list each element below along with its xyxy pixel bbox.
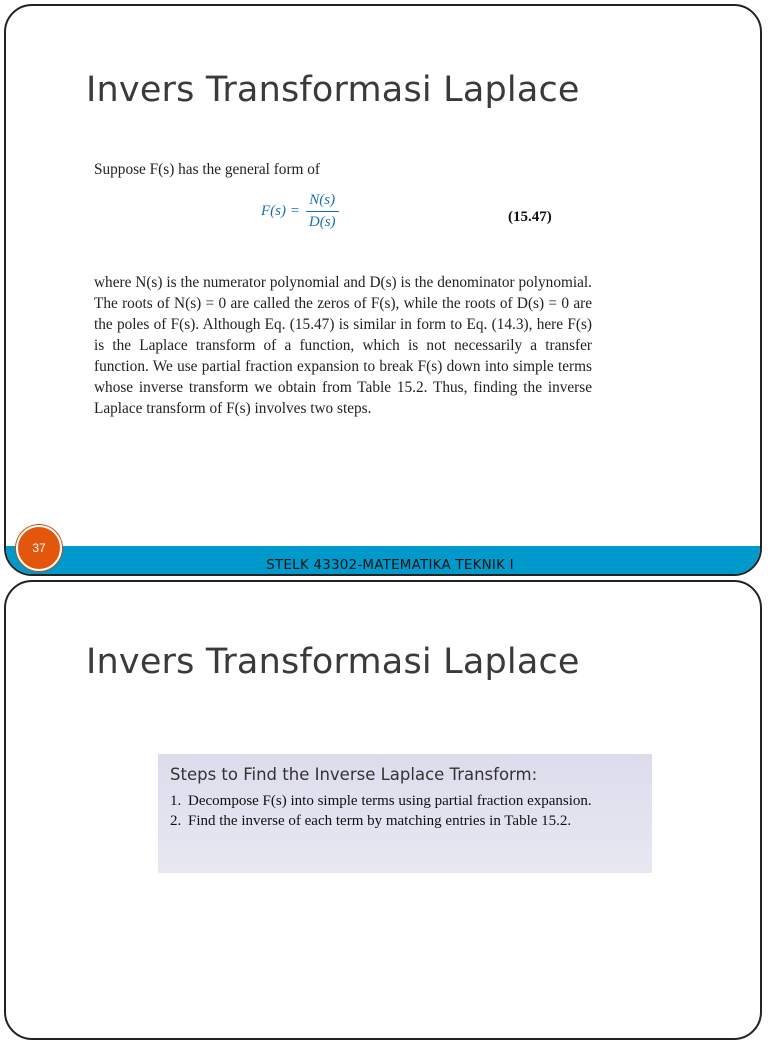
intro-text: Suppose F(s) has the general form of: [94, 161, 321, 178]
equation-lhs: F(s) =: [261, 203, 300, 219]
equation-denominator: D(s): [306, 211, 339, 231]
step-number: 1.: [170, 793, 182, 809]
equation-fraction: [306, 192, 339, 231]
equation-numerator: N(s): [309, 192, 336, 208]
slide-37: [4, 4, 762, 576]
slide-38: [4, 580, 762, 1040]
footer-bar: [4, 546, 762, 576]
step-item: [170, 812, 642, 831]
step-text: Decompose F(s) into simple terms using partial fraction expansion.: [188, 793, 592, 809]
footer-course-code: STELK 43302-MATEMATIKA TEKNIK I: [266, 557, 514, 573]
body-paragraph: where N(s) is the numerator polynomial and D(s) is the denominator polynomial. The roots of N(s) = 0 are called the zeros of F(s), while the roots of D(s) = 0 are the poles of F(s). Although Eq. (15.47) is similar in form to Eq. (14.3), here F(s) is the Laplace transform of a function, which is not necessarily a transfer function. We use partial fraction expansion to break F(s) down into simple terms whose inverse transform we obtain from Table 15.2. Thus, finding the inverse Laplace transform of F(s) involves two steps.: [94, 274, 592, 417]
steps-heading: Steps to Find the Inverse Laplace Transform:: [170, 765, 538, 784]
equation-number: (15.47): [508, 209, 552, 225]
step-number: 2.: [170, 813, 182, 829]
equation-15-47: [261, 192, 339, 231]
slide-title: Invers Transformasi Laplace: [86, 70, 580, 110]
page-number-badge: 37: [16, 525, 62, 571]
step-text: Find the inverse of each term by matching entries in Table 15.2.: [188, 813, 572, 829]
slide-title: Invers Transformasi Laplace: [86, 642, 580, 682]
steps-list: [170, 792, 642, 831]
steps-box: [158, 754, 652, 873]
step-item: [170, 792, 642, 811]
